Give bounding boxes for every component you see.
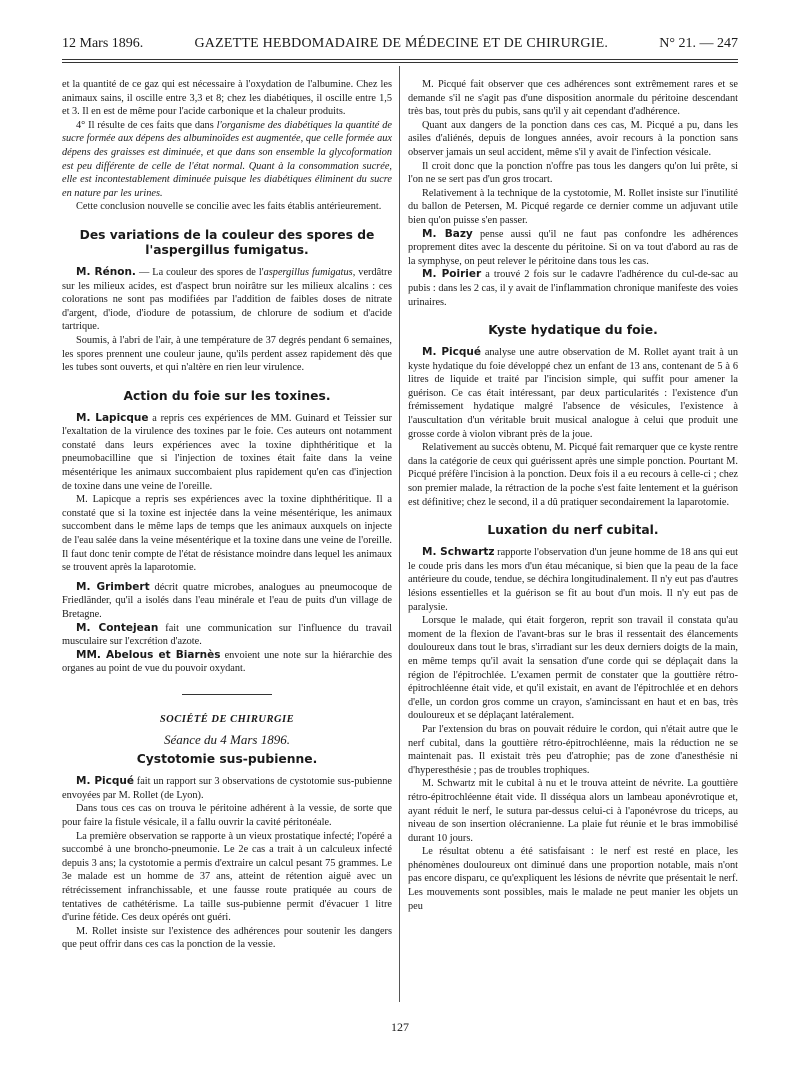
paragraph: M. Rollet insiste sur l'existence des adhérences pour soutenir les dangers que peut offrir dans ces cas la ponction de la vessie. [62,925,392,951]
folio-number: 127 [391,1020,409,1034]
running-header [62,36,738,56]
section-separator [182,694,272,695]
author-name: M. Picqué [422,346,481,359]
journal-title: GAZETTE HEBDOMADAIRE DE MÉDECINE ET DE CHIRURGIE. [194,36,609,51]
author-name: M. Grimbert [76,580,150,593]
paragraph: M. Lapicque a repris ses expériences avec la toxine diphthéritique. Il a constaté que si la toxine est injectée dans la veine mésentérique, les animaux succombent dans le même laps de temps que les animaux auxquels on injecte de l'eau salée dans la veine mésentérique et la toxine dans une veine de l'oreille. Il faut donc tenir compte de l'état de résistance moindre dans lequel les animaux se trouvent après la laparotomie. [62,494,392,574]
author-name: M. Contejean [76,621,159,634]
header-date: 12 Mars 1896. [62,36,144,51]
paragraph: M. Bazy pense aussi qu'il ne faut pas confondre les adhérences proprement dites avec la descente du péritoine. Si on va tout d'abord au ras de la symphyse, on peut relever le péritoine dans tous les cas. [408,227,738,267]
author-name: M. Bazy [422,227,473,240]
paragraph: La première observation se rapporte à un vieux prostatique infecté; l'opéré a succombé à une broncho-pneumonie. Le 2e cas a trait à un calculeux infecté depuis 3 ans; la cystotomie a permis d'extraire un calcul pesant 75 grammes. Le 3e malade est un homme de 37 ans, atteint de rétention aiguë avec un rétrécissement infranchissable, et une fausse route pratiquée au cours de tentatives de cathétérisme. La taille sus-pubienne permit d'évacuer 1 litre d'urine fétide. Ces deux opérés ont guéri. [62,830,392,924]
issue-page-number: N° 21. — 247 [659,36,738,51]
right-column [408,78,738,913]
italic-conclusion: l'organisme des diabétiques la quantité de sucre formée aux dépens des albuminoïdes est augmentée, que celle formée aux dépens des graisses est diminuée, et que dans son ensemble la glycoformation est peu différente de celle de l'état normal. Quant à la consommation sucrée, elle est incontestablement diminuée puisque les diabétiques éliminent du sucre en nature par les urines. [62,119,393,199]
society-heading: SOCIÉTÉ DE CHIRURGIE [159,713,295,725]
paragraph: Lorsque le malade, qui était forgeron, reprit son travail il constata qu'au moment de la flexion de l'avant-bras sur le bras il ressentait des élancements douloureux dans tout le bras, s'irradiant sur les deux derniers doigts de la main, en même temps qu'il avait la sensation d'une corde qui se déplaçait dans la région de l'épitrochlée. L'examen permit de constater que la gouttière rétro-épitrochléenne était vide, et qu'il existait, en avant de l'épitrochlée et en dehors d'elle, un cordon gros comme un crayon, s'amincissant en haut et en bas, très douloureux et se déplaçant latéralement. [408,615,738,722]
paragraph: Quant aux dangers de la ponction dans ces cas, M. Picqué a pu, dans les asiles d'aliénés, depuis de longues années, avoir recours à la ponction sans observer jamais un seul accident, même s'il y avait de l'infection vésicale. [408,119,738,158]
paragraph: Relativement à la technique de la cystotomie, M. Rollet insiste sur l'inutilité du ballon de Petersen, M. Picqué regarde ce dernier comme un adjuvant utile bien qu'on puisse s'en passer. [408,187,738,226]
paragraph: M. Rénon. — La couleur des spores de l'aspergillus fumigatus, verdâtre sur les milieux acides, est d'aspect brun noirâtre sur les milieux alcalins : ces colorations ne sont pas modifiées par l'addition de faibles doses de nitrate d'argent, d'iode, d'iodure de potassium, de chlorure de sodium et d'acide tartrique. [62,265,393,333]
column-divider [399,66,400,1002]
section-heading-cystotomie: Cystotomie sus-pubienne. [136,752,318,767]
paragraph: Soumis, à l'abri de l'air, à une température de 37 degrés pendant 6 semaines, les spores prennent une couleur jaune, qu'ils perdent assez rapidement dès que les tubes sont ouverts, et qui n'altère en rien leur virulence. [62,334,392,374]
paragraph: Il croit donc que la ponction n'offre pas tous les dangers qu'on lui prête, si l'on ne se sert pas d'un gros trocart. [408,160,738,186]
paragraph: Par l'extension du bras on pouvait réduire le cordon, qui n'était autre que le nerf cubital, dans la gouttière rétro-épitrochléenne, mais la réduction ne se maintenait pas. Il existait très peu d'atrophie; pas de zone d'anesthésie ni d'hyperesthésie ; pas de troubles trophiques. [408,723,738,776]
paragraph: Dans tous ces cas on trouva le péritoine adhérent à la vessie, de sorte que pour faire la fistule vésicale, il a fallu ouvrir la cavité péritonéale. [62,803,392,828]
paragraph: M. Picqué analyse une autre observation de M. Rollet ayant trait à un kyste hydatique du foie développé chez un enfant de 13 ans, contenant de 5 à 6 litres de liquide et traité par l'incision simple, qui suffit pour amener la guérison. Ce cas était intéressant, par deux particularités : l'existence d'un frémissement hydatique malgré l'absence de vésicules, l'existence à l'auscultation d'un véritable bruit musical analogue à celui que produit une grosse corde à violon vibrant près de la joue. [408,346,738,440]
paragraph: M. Poirier a trouvé 2 fois sur le cadavre l'adhérence du cul-de-sac au pubis : dans les 2 cas, il y avait de l'inflammation chronique manifeste des voies urinaires. [408,268,738,308]
paragraph: Cette conclusion nouvelle se concilie avec les faits établis antérieurement. [76,201,382,213]
author-name: M. Lapicque [76,411,149,424]
author-name: M. Rénon. [76,265,136,278]
paragraph: 4° Il résulte de ces faits que dans l'organisme des diabétiques la quantité de sucre formée aux dépens des albuminoïdes est augmentée, que celle formée aux dépens des graisses est diminuée, et que dans son ensemble la glycoformation est peu différente de celle de l'état normal. Quant à la consommation sucrée, elle est incontestablement diminuée puisque les diabétiques éliminent du sucre en nature par les urines. [62,119,393,199]
header-rule-top [62,59,738,60]
paragraph: M. Contejean fait une communication sur l'influence du travail musculaire sur l'excrétion d'azote. [62,621,392,648]
paragraph: et la quantité de ce gaz qui est nécessaire à l'oxydation de l'albumine. Chez les animaux sains, il oscille entre 3,3 et 8; chez les diabétiques, il oscille entre 1,5 et 3. Il en est de même pour l'acide carbonique et la chaleur produits. [62,79,392,118]
paragraph: M. Schwartz mit le cubital à nu et le trouva atteint de névrite. La gouttière rétro-épitrochléenne était vide. Il disséqua alors un lambeau aponévrotique et, ayant réduit le nerf, le sutura par-dessus celui-ci à l'aponévrose du triceps, au niveau de son insertion olécranienne. La plaie fut réunie et le bras immobilisé durant 10 jours. [408,778,738,844]
left-column [62,78,392,952]
header-rule-bottom [62,62,738,63]
paragraph: M. Schwartz rapporte l'observation d'un jeune homme de 18 ans qui eut le coude pris dans les mors d'un étau mécanique, si bien que la peau de la face antérieure du coude, tendue, se déchira longitudinalement. Il n'y eut pas d'autres lésions essentielles et la guérison se fit au bout d'un mois. Il n'y eut pas de paralysie. [408,546,738,613]
paragraph: MM. Abelous et Biarnès envoient une note sur la hiérarchie des organes au point de vue du pouvoir oxydant. [62,648,392,675]
section-heading-foie: Action du foie sur les toxines. [123,388,331,403]
author-name: MM. Abelous et Biarnès [76,648,221,661]
paragraph: M. Lapicque a repris ces expériences de MM. Guinard et Teissier sur l'exaltation de la virulence des toxines par le foie. Ces auteurs ont notamment constaté dans leurs expériences avec la toxine diphthéritique et la pneumobacilline que si l'injection de toxines était faite dans la veine mésentérique les animaux succombaient plus rapidement qu'en cas d'injection de toxine dans une veine de l'oreille. [62,411,392,492]
author-name: M. Poirier [422,268,482,281]
author-name: M. Picqué [76,775,134,788]
section-heading-luxation: Luxation du nerf cubital. [487,523,659,538]
paragraph: Le résultat obtenu a été satisfaisant : le nerf est resté en place, les phénomènes douloureux ont diminué dans une proportion notable, mais n'ont pas encore disparu, ce qu'expliquent les lésions de névrite que présentait le nerf. Les mouvements sont possibles, mais le malade ne peut manier les objets un peu [408,846,738,912]
session-date: Séance du 4 Mars 1896. [163,731,290,747]
paragraph: M. Grimbert décrit quatre microbes, analogues au pneumocoque de Friedländer, qu'il a isolés dans l'eau minérale et l'eau de puits d'un village de Bretagne. [62,580,392,620]
paragraph: M. Picqué fait un rapport sur 3 observations de cystotomie sus-pubienne envoyées par M. Rollet (de Lyon). [62,775,392,801]
section-heading-spores: Des variations de la couleur des spores de l'aspergillus fumigatus. [79,227,375,257]
paragraph: M. Picqué fait observer que ces adhérences sont extrêmement rares et se demande s'il ne s'agit pas d'une disposition anormale du péritoine descendant très bas, tout près du pubis, sans qu'il y ait cependant d'adhérence. [408,79,738,118]
author-name: M. Schwartz [422,546,495,559]
section-heading-kyste: Kyste hydatique du foie. [488,323,658,338]
paragraph: Relativement au succès obtenu, M. Picqué fait remarquer que ce kyste rentre dans la catégorie de ceux qui guérissent après une simple ponction. Pourtant M. Picqué préfère l'incision à la ponction. Deux fois il a eu recours à celle-ci ; chez son premier malade, la rétraction de la poche s'est faite lentement et la guérison est définitive; chez le second, il a dû pratiquer secondairement la laparotomie. [408,442,738,508]
